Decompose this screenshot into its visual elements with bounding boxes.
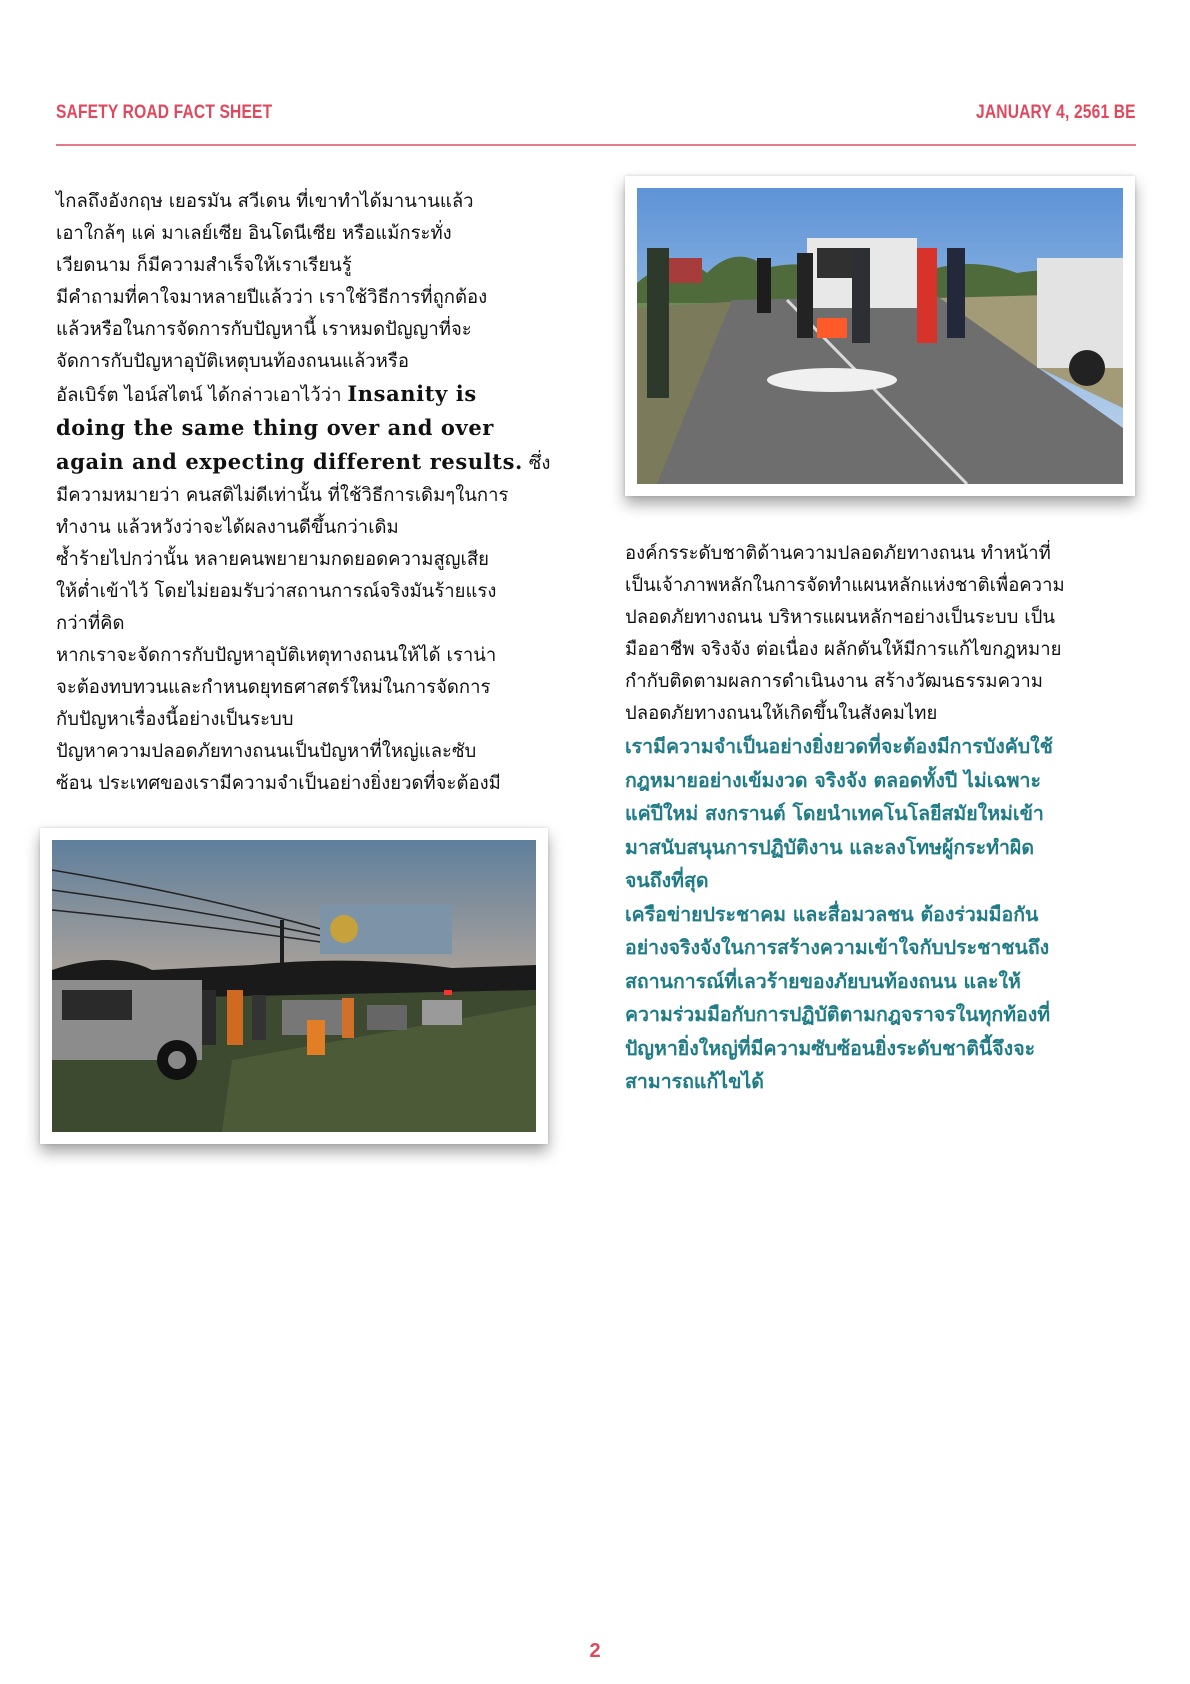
paragraph-line: ซ้อน ประเทศของเรามีความจำเป็นอย่างยิ่งยวดที่จะต้องมี — [56, 773, 501, 794]
quote-english: doing the same thing over and over — [56, 415, 494, 440]
paragraph-line: องค์กรระดับชาติด้านความปลอดภัยทางถนน ทำหน้าที่ — [625, 543, 1051, 564]
paragraph-line: ให้ต่ำเข้าไว้ โดยไม่ยอมรับว่าสถานการณ์จริงมันร้ายแรง — [56, 581, 497, 602]
highlight-line: เครือข่ายประชาคม และสื่อมวลชน ต้องร่วมมือกัน — [625, 902, 1039, 926]
paragraph-line: แล้วหรือในการจัดการกับปัญหานี้ เราหมดปัญญาที่จะ — [56, 319, 472, 340]
paragraph-line: กับปัญหาเรื่องนี้อย่างเป็นระบบ — [56, 709, 294, 730]
highlight-line: สามารถแก้ไขได้ — [625, 1070, 764, 1093]
highlight-line: จนถึงที่สุด — [625, 869, 709, 892]
paragraph-line: จะต้องทบทวนและกำหนดยุทธศาสตร์ใหม่ในการจัดการ — [56, 677, 491, 698]
paragraph-line: หากเราจะจัดการกับปัญหาอุบัติเหตุทางถนนให้ได้ เราน่า — [56, 645, 497, 666]
quote-english: Insanity is — [347, 381, 477, 406]
paragraph-line: ไกลถึงอังกฤษ เยอรมัน สวีเดน ที่เขาทำได้มานานแล้ว — [56, 191, 474, 212]
paragraph-line: ปลอดภัยทางถนนให้เกิดขึ้นในสังคมไทย — [625, 703, 938, 724]
paragraph-line: กำกับติดตามผลการดำเนินงาน สร้างวัฒนธรรมความ — [625, 671, 1043, 692]
quote-line — [56, 446, 576, 480]
highlight-line: แค่ปีใหม่ สงกรานต์ โดยนำเทคโนโลยีสมัยใหม่เข้า — [625, 802, 1044, 825]
dusk-roadside-image — [52, 840, 536, 1132]
paragraph-line: เอาใกล้ๆ แค่ มาเลย์เซีย อินโดนีเซีย หรือแม้กระทั่ง — [56, 223, 452, 244]
paragraph-line: ปลอดภัยทางถนน บริหารแผนหลักฯอย่างเป็นระบบ เป็น — [625, 607, 1055, 628]
dusk-roadside-photo — [40, 828, 548, 1144]
highlight-line: เรามีความจำเป็นอย่างยิ่งยวดที่จะต้องมีการบังคับใช้ — [625, 735, 1053, 758]
highlight-line: มาสนับสนุนการปฏิบัติงาน และลงโทษผู้กระทำผิด — [625, 835, 1035, 859]
left-column-text — [56, 186, 576, 800]
accident-scene-image — [637, 188, 1123, 484]
paragraph-line: มีคำถามที่คาใจมาหลายปีแล้วว่า เราใช้วิธีการที่ถูกต้อง — [56, 287, 488, 308]
highlight-line: อย่างจริงจังในการสร้างความเข้าใจกับประชาชนถึง — [625, 936, 1050, 959]
quote-english: again and expecting different results. — [56, 449, 523, 474]
highlight-line: ความร่วมมือกับการปฏิบัติตามกฎจราจรในทุกท้องที่ — [625, 1003, 1051, 1026]
paragraph-line: มีความหมายว่า คนสติไม่ดีเท่านั้น ที่ใช้วิธีการเดิมๆในการ — [56, 485, 509, 506]
paragraph-line: กว่าที่คิด — [56, 613, 125, 634]
quote-line — [56, 412, 576, 446]
page-number: 2 — [589, 1640, 601, 1662]
highlight-line: สถานการณ์ที่เลวร้ายของภัยบนท้องถนน และให้ — [625, 969, 1021, 993]
highlight-line: กฎหมายอย่างเข้มงวด จริงจัง ตลอดทั้งปี ไม่เฉพาะ — [625, 768, 1041, 792]
paragraph-line: เป็นเจ้าภาพหลักในการจัดทำแผนหลักแห่งชาติเพื่อความ — [625, 575, 1065, 596]
paragraph-line: เวียดนาม ก็มีความสำเร็จให้เราเรียนรู้ — [56, 255, 352, 276]
header-date: JANUARY 4, 2561 BE — [976, 102, 1136, 123]
accident-scene-photo — [625, 176, 1135, 496]
page-header — [56, 98, 1136, 146]
highlight-line: ปัญหายิ่งใหญ่ที่มีความซับซ้อนยิ่งระดับชาตินี้จึงจะ — [625, 1036, 1036, 1060]
right-column-text — [625, 538, 1140, 1099]
paragraph-line: มืออาชีพ จริงจัง ต่อเนื่อง ผลักดันให้มีการแก้ไขกฎหมาย — [625, 639, 1062, 660]
quote-prefix: อัลเบิร์ต ไอน์สไตน์ ได้กล่าวเอาไว้ว่า — [56, 385, 348, 406]
quote-suffix: ซึ่ง — [522, 453, 551, 474]
header-title: SAFETY ROAD FACT SHEET — [56, 102, 273, 123]
paragraph-line: ซ้ำร้ายไปกว่านั้น หลายคนพยายามกดยอดความสูญเสีย — [56, 549, 489, 570]
paragraph-line: จัดการกับปัญหาอุบัติเหตุบนท้องถนนแล้วหรือ — [56, 351, 409, 372]
quote-line — [56, 378, 576, 412]
paragraph-line: ปัญหาความปลอดภัยทางถนนเป็นปัญหาที่ใหญ่และซับ — [56, 741, 477, 762]
paragraph-line: ทำงาน แล้วหวังว่าจะได้ผลงานดีขึ้นกว่าเดิม — [56, 517, 399, 538]
